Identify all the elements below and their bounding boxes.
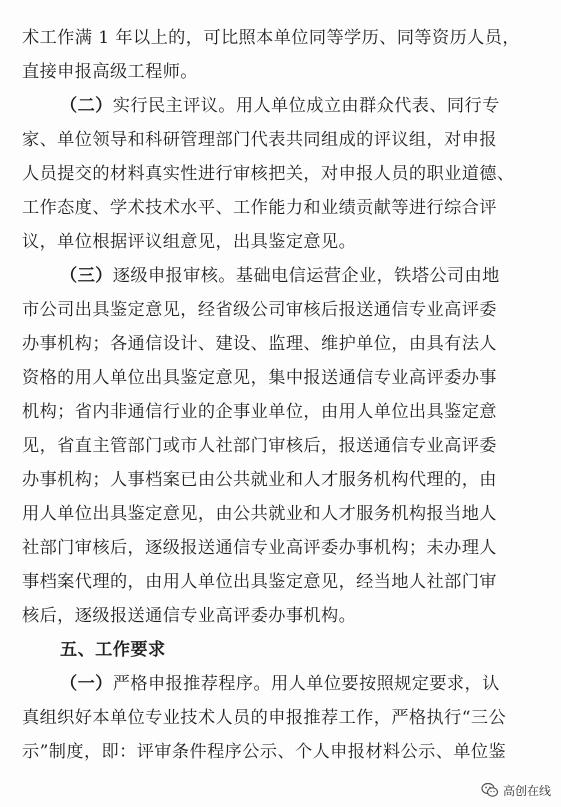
text-line: 示”制度，即：评审条件程序公示、个人申报材料公示、单位鉴: [22, 742, 507, 762]
watermark-text: 高创在线: [502, 783, 551, 798]
text-line: 直接申报高级工程师。: [22, 62, 198, 82]
text-line: 市公司出具鉴定意见，经省级公司审核后报送通信专业高评委: [22, 300, 497, 320]
section-heading: 五、工作要求: [60, 640, 166, 660]
text-line: 工作态度、学术技术水平、工作能力和业绩贡献等进行综合评: [22, 198, 497, 218]
text-line: 资格的用人单位出具鉴定意见，集中报送通信专业高评委办事: [22, 368, 497, 388]
text-line: 事档案代理的，由用人单位出具鉴定意见，经当地人社部门审: [22, 572, 497, 592]
section-para-req-1: （一）严格申报推荐程序。用人单位要按照规定要求，认: [60, 674, 500, 694]
text-line: 家、单位领导和科研管理部门代表共同组成的评议组，对申报: [22, 130, 497, 150]
text-line: 核后，逐级报送通信专业高评委办事机构。: [22, 606, 357, 626]
text-line: 术工作满 1 年以上的，可比照本单位同等学历、同等资历人员，: [22, 28, 520, 48]
text-line: 真组织好本单位专业技术人员的申报推荐工作，严格执行“三公: [22, 708, 507, 728]
text-line: 办事机构；各通信设计、建设、监理、维护单位，由具有法人: [22, 334, 497, 354]
text-line: 人员提交的材料真实性进行审核把关，对申报人员的职业道德、: [22, 164, 515, 184]
section-para-2: （二）实行民主评议。用人单位成立由群众代表、同行专: [60, 96, 500, 116]
text-line: 用人单位出具鉴定意见，由公共就业和人才服务机构报当地人: [22, 504, 497, 524]
section-para-3: （三）逐级申报审核。基础电信运营企业，铁塔公司由地: [60, 266, 500, 286]
para-number: （一）: [60, 674, 113, 694]
wechat-icon: [481, 781, 499, 799]
para-number: （三）: [60, 266, 113, 286]
text-line: 议，单位根据评议组意见，出具鉴定意见。: [22, 232, 357, 252]
text-line: 见，省直主管部门或市人社部门审核后，报送通信专业高评委: [22, 436, 497, 456]
text-line: 办事机构；人事档案已由公共就业和人才服务机构代理的，由: [22, 470, 497, 490]
para-number: （二）: [60, 96, 113, 116]
text-line: 社部门审核后，逐级报送通信专业高评委办事机构；未办理人: [22, 538, 497, 558]
text-line: 机构；省内非通信行业的企事业单位，由用人单位出具鉴定意: [22, 402, 497, 422]
watermark: [481, 781, 551, 799]
